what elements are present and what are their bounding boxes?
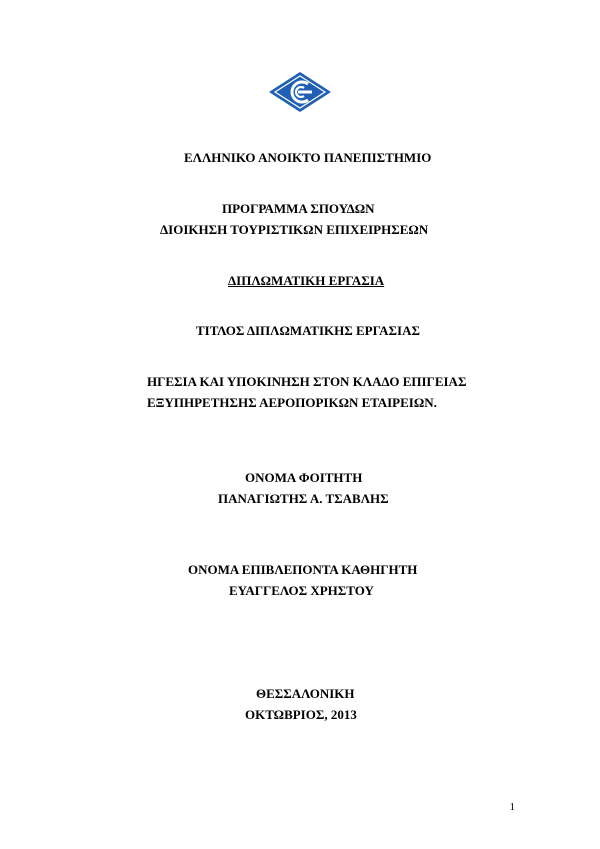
document-type: ΔΙΠΛΩΜΑΤΙΚΗ ΕΡΓΑΣΙΑ: [228, 273, 385, 288]
date: ΟΚΤΩΒΡΙΟΣ, 2013: [245, 707, 357, 722]
program-line-1: ΠΡΟΓΡΑΜΜΑ ΣΠΟΥΔΩΝ: [222, 201, 375, 216]
thesis-title-label: ΤΙΤΛΟΣ ΔΙΠΛΩΜΑΤΙΚΗΣ ΕΡΓΑΣΙΑΣ: [196, 323, 420, 338]
supervisor-name: ΕΥΑΓΓΕΛΟΣ ΧΡΗΣΤΟΥ: [229, 583, 374, 598]
university-name: ΕΛΛΗΝΙΚΟ ΑΝΟΙΚΤΟ ΠΑΝΕΠΙΣΤΗΜΙΟ: [184, 150, 432, 165]
page-number: 1: [509, 801, 515, 813]
student-name: ΠΑΝΑΓΙΩΤΗΣ Α. ΤΣΑΒΛΗΣ: [218, 491, 389, 506]
thesis-title-line-2: ΕΞΥΠΗΡΕΤΗΣΗΣ ΑΕΡΟΠΟΡΙΚΩΝ ΕΤΑΙΡΕΙΩΝ.: [147, 395, 437, 410]
university-logo-icon: [268, 71, 332, 113]
student-label: ΟΝΟΜΑ ΦΟΙΤΗΤΗ: [245, 470, 363, 485]
thesis-title-line-1: ΗΓΕΣΙΑ ΚΑΙ ΥΠΟΚΙΝΗΣΗ ΣΤΟΝ ΚΛΑΔΟ ΕΠΙΓΕΙΑΣ: [147, 374, 467, 389]
city: ΘΕΣΣΑΛΟΝΙΚΗ: [256, 686, 355, 701]
program-line-2: ΔΙΟΙΚΗΣΗ ΤΟΥΡΙΣΤΙΚΩΝ ΕΠΙΧΕΙΡΗΣΕΩΝ: [160, 222, 429, 237]
supervisor-label: ΟΝΟΜΑ ΕΠΙΒΛΕΠΟΝΤΑ ΚΑΘΗΓΗΤΗ: [188, 562, 418, 577]
